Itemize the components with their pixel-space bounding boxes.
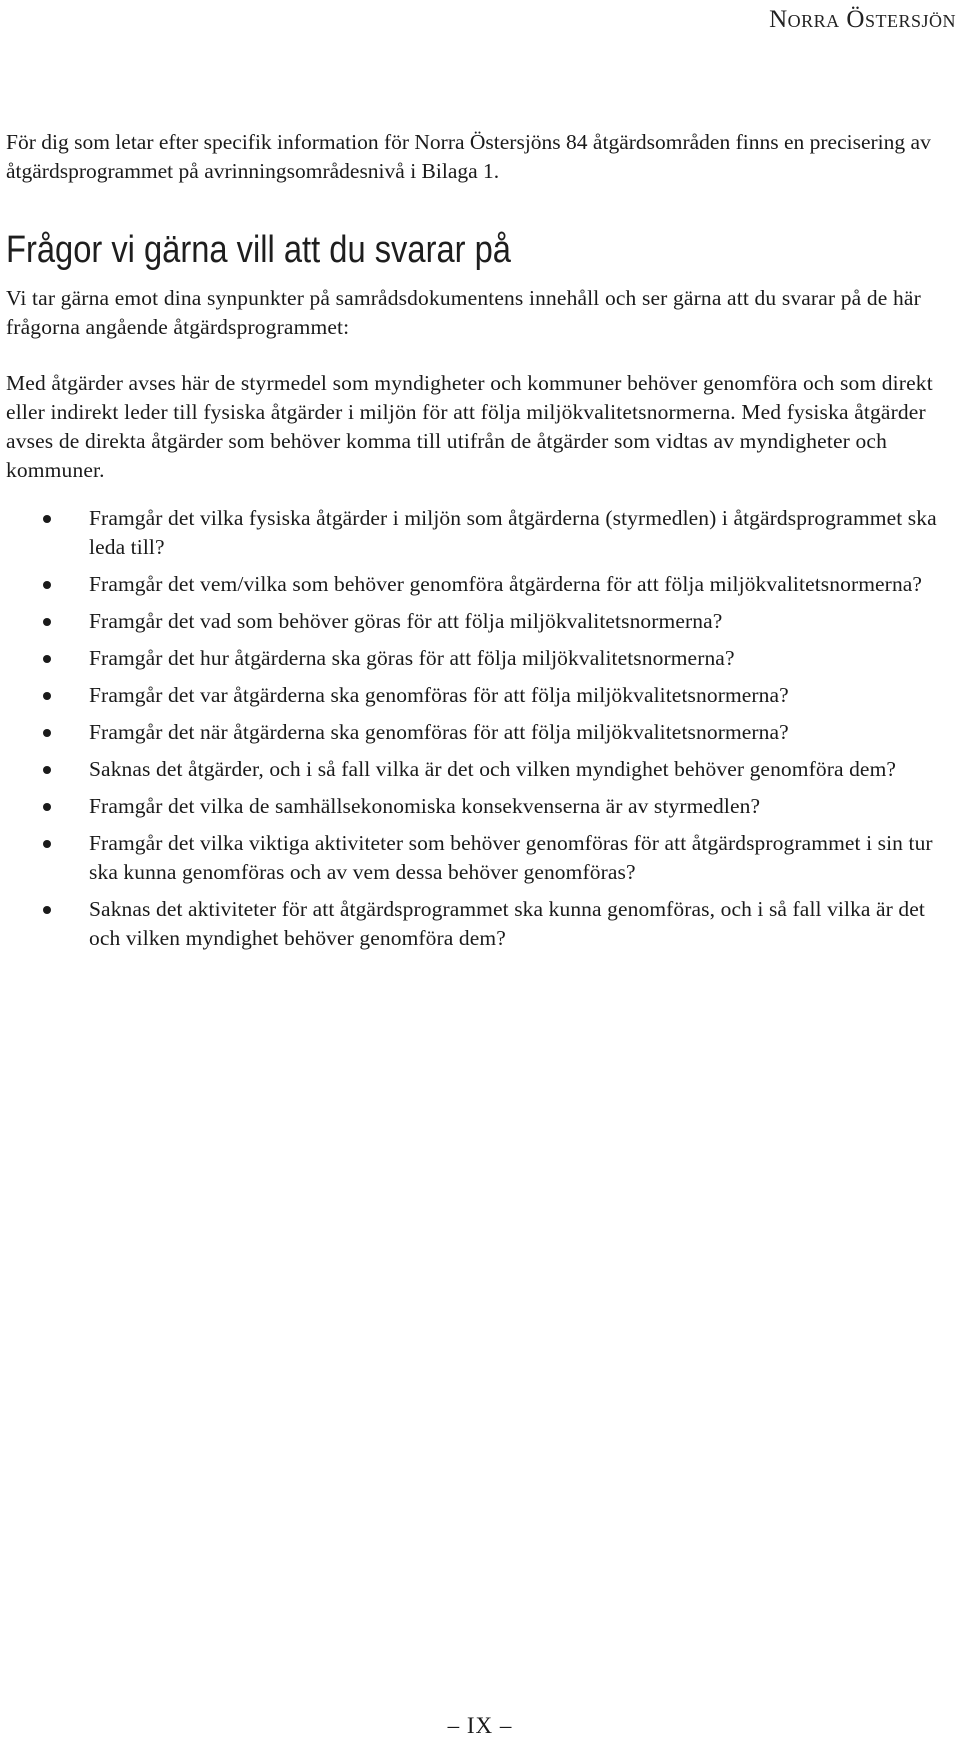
question-item <box>6 792 954 821</box>
question-item <box>6 681 954 710</box>
bullet-icon <box>43 515 51 523</box>
question-item <box>6 570 954 599</box>
question-item <box>6 504 954 562</box>
question-text: Framgår det vilka fysiska åtgärder i miljön som åtgärderna (styrmedlen) i åtgärdsprogrammet ska leda till? <box>89 506 937 559</box>
question-text: Framgår det vilka viktiga aktiviteter som behöver genomföras för att åtgärdsprogrammet i sin tur ska kunna genomföras och av vem dessa behöver genomföras? <box>89 831 933 884</box>
running-header: Norra Östersjön <box>769 6 956 33</box>
section-heading: Frågor vi gärna vill att du svarar på <box>6 229 511 271</box>
question-text: Framgår det vad som behöver göras för att följa miljökvalitetsnormerna? <box>89 609 723 633</box>
question-list <box>6 504 954 953</box>
bullet-icon <box>43 618 51 626</box>
question-text: Framgår det vem/vilka som behöver genomföra åtgärderna för att följa miljökvalitetsnormerna? <box>89 572 923 596</box>
bullet-icon <box>43 655 51 663</box>
bullet-icon <box>43 906 51 914</box>
question-item <box>6 718 954 747</box>
intro-paragraph: För dig som letar efter specifik information för Norra Östersjöns 84 åtgärdsområden finns en precisering av åtgärdsprogrammet på avrinningsområdesnivå i Bilaga 1. <box>6 130 931 183</box>
lead-paragraph: Vi tar gärna emot dina synpunkter på samrådsdokumentens innehåll och ser gärna att du svarar på de här frågorna angående åtgärdsprogrammet: <box>6 286 921 339</box>
question-text: Framgår det när åtgärderna ska genomföras för att följa miljökvalitetsnormerna? <box>89 720 789 744</box>
bullet-icon <box>43 803 51 811</box>
bullet-icon <box>43 581 51 589</box>
question-text: Saknas det aktiviteter för att åtgärdsprogrammet ska kunna genomföras, och i så fall vilka är det och vilken myndighet behöver genomföra dem? <box>89 897 925 950</box>
bullet-icon <box>43 840 51 848</box>
question-item <box>6 895 954 953</box>
definition-paragraph: Med åtgärder avses här de styrmedel som myndigheter och kommuner behöver genomföra och som direkt eller indirekt leder till fysiska åtgärder i miljön för att följa miljökvalitetsnormerna. Med fysiska åtgärder avses de direkta åtgärder som behöver komma till utifrån de åtgärder som vidtas av myndigheter och kommuner. <box>6 371 933 482</box>
page-content <box>6 128 954 961</box>
question-item <box>6 644 954 673</box>
question-text: Framgår det hur åtgärderna ska göras för att följa miljökvalitetsnormerna? <box>89 646 735 670</box>
question-text: Saknas det åtgärder, och i så fall vilka är det och vilken myndighet behöver genomföra dem? <box>89 757 897 781</box>
bullet-icon <box>43 692 51 700</box>
bullet-icon <box>43 729 51 737</box>
page-number: – IX – <box>447 1713 513 1738</box>
question-item <box>6 755 954 784</box>
bullet-icon <box>43 766 51 774</box>
question-text: Framgår det vilka de samhällsekonomiska konsekvenserna är av styrmedlen? <box>89 794 761 818</box>
question-item <box>6 829 954 887</box>
question-text: Framgår det var åtgärderna ska genomföras för att följa miljökvalitetsnormerna? <box>89 683 789 707</box>
question-item <box>6 607 954 636</box>
